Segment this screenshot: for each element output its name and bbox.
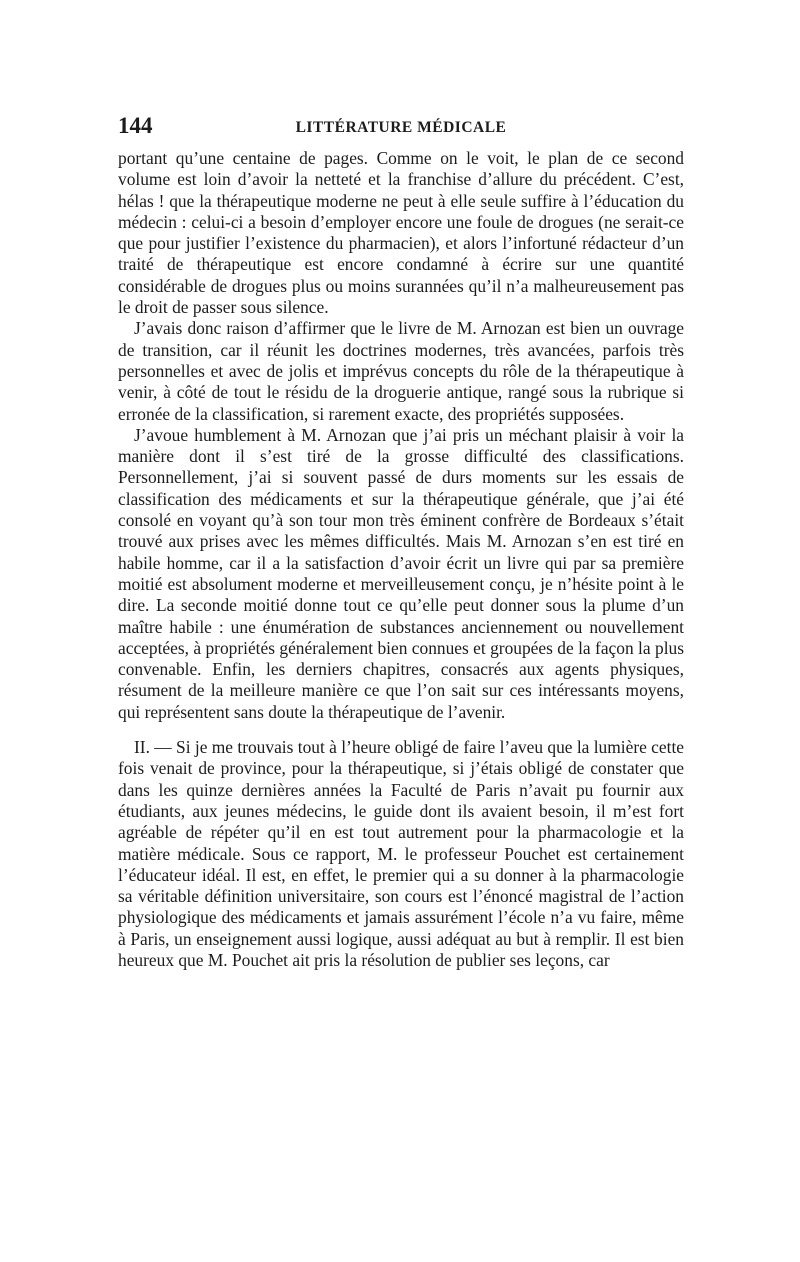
paragraph-classification: J’avoue humblement à M. Arnozan que j’ai pris un méchant plaisir à voir la manière dont il s’est tiré de la grosse difficulté des classifications. Personnellement, j’ai si souvent passé de durs moments sur les essais de classification des médicaments et sur la thérapeutique générale, que j’ai été consolé en voyant qu’à son tour mon très éminent confrère de Bordeaux s’était trouvé aux prises avec les mêmes difficultés. Mais M. Arnozan s’en est tiré en habile homme, car il a la satisfaction d’avoir écrit un livre qui par sa première moitié est absolument moderne et merveilleusement conçu, je n’hésite point à le dire. La seconde moitié donne tout ce qu’elle peut donner sous la plume d’un maître habile : une énumération de substances anciennement ou nouvellement acceptées, à propriétés généralement bien connues et groupées de la façon la plus convenable. Enfin, les derniers chapitres, consacrés aux agents physiques, résument de la meilleure manière ce que l’on sait sur ces intéressants moyens, qui représentent sans doute la thérapeutique de l’avenir. — [118, 424, 684, 722]
body-text — [118, 148, 684, 971]
page-number: 144 — [118, 113, 153, 138]
paragraph-section-two: II. — Si je me trouvais tout à l’heure obligé de faire l’aveu que la lumière cette fois venait de province, pour la thérapeutique, si j’étais obligé de constater que dans les quinze dernières années la Faculté de Paris n’avait pu fournir aux étudiants, aux jeunes médecins, le guide dont ils avaient besoin, il m’est fort agréable de répéter qu’il en est tout autrement pour la pharmacologie et la matière médicale. Sous ce rapport, M. le professeur Pouchet est certainement l’éducateur idéal. Il est, en effet, le premier qui a su donner à la pharmacologie sa véritable définition universitaire, son cours est l’énoncé magistral de l’action physiologique des médicaments et jamais assurément l’école n’a vu faire, même à Paris, un enseignement aussi logique, aussi adéquat au but à remplir. Il est bien heureux que M. Pouchet ait pris la résolution de publier ses leçons, car — [118, 737, 685, 970]
paragraph-transition: J’avais donc raison d’affirmer que le livre de M. Arnozan est bien un ouvrage de transition, car il réunit les doctrines modernes, très avancées, parfois très personnelles et avec de jolis et imprévus concepts du rôle de la thérapeutique à venir, à côté de tout le résidu de la droguerie antique, rangé sous la rubrique si erronée de la classification, si rarement exacte, des propriétés supposées. — [118, 318, 684, 424]
running-title: LITTÉRATURE MÉDICALE — [295, 119, 507, 136]
paragraph-continuation: portant qu’une centaine de pages. Comme on le voit, le plan de ce second volume est loin d’avoir la netteté et la franchise d’allure du précédent. C’est, hélas ! que la thérapeutique moderne ne peut à elle seule suffire à l’éducation du médecin : celui-ci a besoin d’employer encore une foule de drogues (ne serait-ce que pour justifier l’existence du pharmacien), et alors l’infortuné rédacteur d’un traité de thérapeutique est encore condamné à écrire sur une quantité considérable de drogues plus ou moins surannées qu’il n’a malheureusement pas le droit de passer sous silence. — [118, 148, 684, 318]
book-page — [118, 112, 684, 1232]
page-header — [118, 112, 684, 140]
